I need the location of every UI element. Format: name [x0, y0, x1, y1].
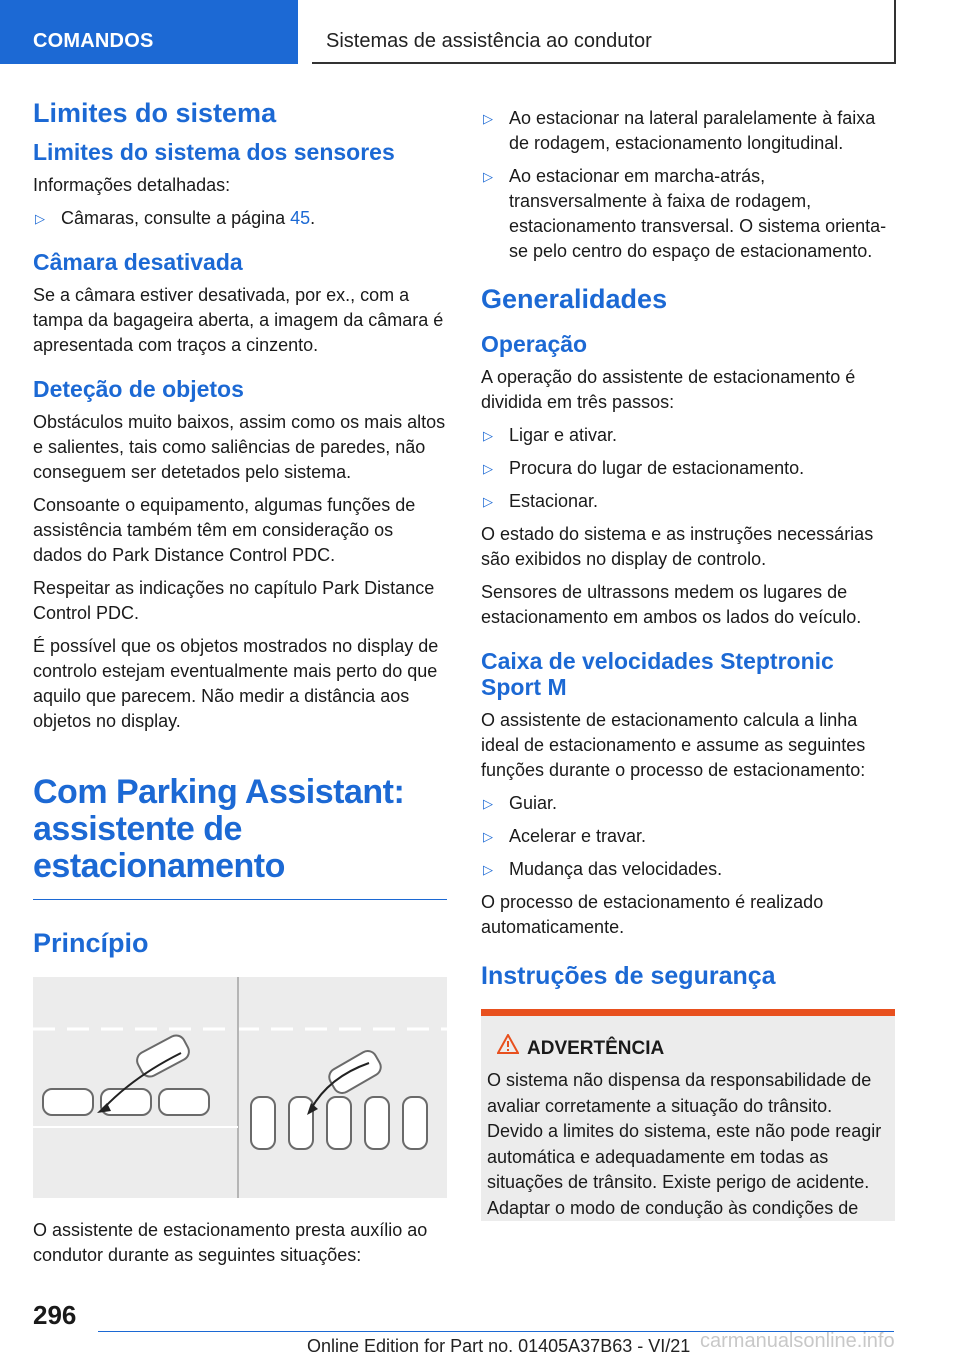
list-item-cameras: ▷ Câmaras, consulte a página 45. [33, 206, 447, 231]
parking-illustration [33, 977, 447, 1198]
paragraph-camera-off: Se a câmara estiver desativada, por ex., com a tampa da bagageira aberta, a imagem da câmara é apresentada com traços a cinzento. [33, 285, 444, 355]
list-item-op-3: ▷ Estacionar. [481, 489, 895, 514]
triangle-bullet-icon: ▷ [483, 111, 493, 126]
footer-edition: Online Edition for Part no. 01405A37B63 - VI/21 [307, 1336, 691, 1356]
heading-detection: Deteção de objetos [33, 376, 244, 402]
page-link[interactable]: 45 [290, 208, 311, 228]
header-section: COMANDOS [0, 0, 298, 64]
paragraph-detection-2: Consoante o equipamento, algumas funções de assistência também têm em consideração os dados do Park Distance Control PDC. [33, 495, 416, 565]
triangle-bullet-icon: ▷ [483, 169, 493, 184]
parking-diagram-icon [33, 977, 447, 1198]
triangle-bullet-icon: ▷ [483, 796, 493, 811]
page-number: 296 [33, 1300, 77, 1330]
header-title: Sistemas de assistência ao condutor [312, 0, 896, 64]
heading-safety: Instruções de segurança [481, 962, 776, 990]
heading-gearbox: Caixa de velocidades Steptronic Sport M [481, 648, 834, 700]
list-item-parallel: ▷ Ao estacionar na lateral paralelamente à faixa de rodagem, estacionamento longitudinal. [483, 108, 876, 153]
left-column [33, 98, 447, 1276]
paragraph-info: Informações detalhadas: [33, 175, 231, 195]
heading-camera-off: Câmara desativada [33, 249, 243, 275]
list-item-gear-1: ▷ Guiar. [481, 791, 895, 816]
triangle-bullet-icon: ▷ [35, 211, 45, 226]
paragraph-principle: O assistente de estacionamento presta auxílio ao condutor durante as seguintes situações: [33, 1220, 428, 1265]
list-item-gear-2: ▷ Acelerar e travar. [481, 824, 895, 849]
paragraph-gearbox: O assistente de estacionamento calcula a linha ideal de estacionamento e assume as seguintes funções durante o processo de estacionamento: [481, 710, 866, 780]
list-item-gear-3: ▷ Mudança das velocidades. [481, 857, 895, 882]
right-column [481, 106, 895, 1221]
triangle-bullet-icon: ▷ [483, 428, 493, 443]
heading-parking-assistant: Com Parking Assistant: assistente de estacionamento [33, 773, 405, 885]
triangle-bullet-icon: ▷ [483, 862, 493, 877]
paragraph-operation: A operação do assistente de estacionamento é dividida em três passos: [481, 367, 856, 412]
paragraph-detection-1: Obstáculos muito baixos, assim como os mais altos e salientes, tais como saliências de paredes, não conseguem ser detetados pelo sistema. [33, 412, 446, 482]
watermark: carmanualsonline.info [700, 1330, 895, 1352]
triangle-bullet-icon: ▷ [483, 461, 493, 476]
paragraph-detection-4: É possível que os objetos mostrados no display de controlo estejam eventualmente mais perto do que aquilo que parecem. Não medir a distância aos objetos no display. [33, 636, 439, 731]
heading-limits: Limites do sistema [33, 98, 277, 128]
list-item-op-1: ▷ Ligar e ativar. [481, 423, 895, 448]
list-item-transversal: ▷ Ao estacionar em marcha-atrás, transversalmente à faixa de rodagem, estacionamento transversal. O sistema orienta-se pelo centro do espaço de estacionamento. [483, 166, 887, 261]
paragraph-detection-3: Respeitar as indicações no capítulo Park Distance Control PDC. [33, 578, 435, 623]
warning-triangle-icon [497, 1034, 519, 1054]
warning-text: O sistema não dispensa da responsabilidade de avaliar corretamente a situação do trânsito. Devido a limites do sistema, este não pode reagir automática e adequadamente em todas as situações de trânsito. Existe perigo de acidente. Adaptar o modo de condução às condições de [487, 1070, 882, 1218]
warning-title: ADVERTÊNCIA [487, 1038, 887, 1060]
paragraph-operation-3: Sensores de ultrassons medem os lugares de estacionamento em ambos os lados do veículo. [481, 582, 862, 627]
heading-sensor-limits: Limites do sistema dos sensores [33, 139, 395, 165]
heading-general: Generalidades [481, 284, 668, 314]
paragraph-gearbox-2: O processo de estacionamento é realizado automaticamente. [481, 892, 824, 937]
paragraph-operation-2: O estado do sistema e as instruções necessárias são exibidos no display de controlo. [481, 524, 874, 569]
heading-principle: Princípio [33, 928, 149, 958]
triangle-bullet-icon: ▷ [483, 829, 493, 844]
warning-box [481, 1009, 895, 1221]
heading-rule [33, 899, 447, 900]
list-item-op-2: ▷ Procura do lugar de estacionamento. [481, 456, 895, 481]
triangle-bullet-icon: ▷ [483, 494, 493, 509]
heading-operation: Operação [481, 331, 588, 357]
